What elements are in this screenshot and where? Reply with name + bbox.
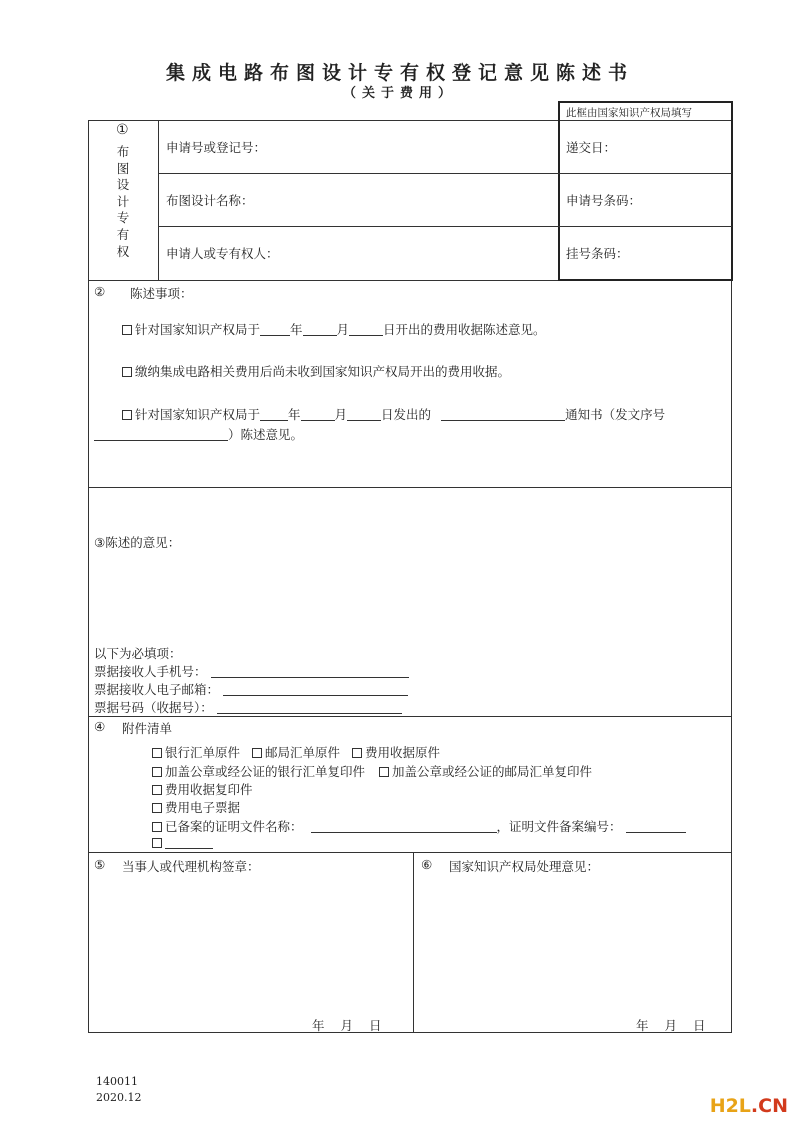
- office-box-header: 此框由国家知识产权局填写: [566, 107, 692, 119]
- filed-cert-checkbox[interactable]: [152, 822, 162, 832]
- submit-date-label: 递交日：: [566, 140, 617, 155]
- section6-title: 国家知识产权局处理意见：: [449, 859, 600, 874]
- section2-option-3: 针对国家知识产权局于 年 月 日发出的 通知书（发文序号: [122, 405, 665, 423]
- section1-row-divider-1: [158, 173, 558, 174]
- attachment-row-5: 已备案的证明文件名称： ，证明文件备案编号：: [152, 817, 686, 835]
- section2-title: 陈述事项：: [130, 286, 193, 301]
- section2-number: ②: [94, 284, 106, 299]
- cert-number-field[interactable]: [626, 820, 686, 833]
- section2-option-3-cont: ）陈述意见。: [94, 425, 303, 443]
- section1-label-char: 计: [116, 193, 130, 209]
- section5-number: ⑤: [94, 857, 106, 872]
- section5-6-divider: [413, 852, 414, 1032]
- section5-date: 年 月 日: [312, 1018, 382, 1033]
- form-code: 140011: [96, 1075, 138, 1088]
- option2-checkbox[interactable]: [122, 367, 132, 377]
- section1-label-char: 设: [116, 177, 130, 193]
- section2-bottom-line: [88, 487, 732, 488]
- site-watermark: H2L.CN: [709, 1095, 788, 1117]
- section1-label-char: 布: [116, 144, 130, 159]
- form-subtitle: （关于费用）: [342, 86, 457, 101]
- postal-copy-checkbox[interactable]: [379, 767, 389, 777]
- attachment-row-2: 加盖公章或经公证的银行汇单复印件 加盖公章或经公证的邮局汇单复印件: [152, 762, 592, 780]
- phone-row: 票据接收人手机号：: [94, 662, 409, 680]
- section1-label-char: 专: [116, 210, 130, 226]
- attachment-row-6: [152, 835, 213, 850]
- opt3-month-field[interactable]: [301, 408, 335, 421]
- email-row: 票据接收人电子邮箱：: [94, 680, 408, 698]
- email-field[interactable]: [223, 683, 408, 696]
- attachment-row-4: 费用电子票据: [152, 798, 240, 816]
- receipt-copy-checkbox[interactable]: [152, 785, 162, 795]
- other-field[interactable]: [165, 836, 213, 849]
- section1-row-divider-2: [158, 226, 558, 227]
- section1-vertical-label: [112, 144, 134, 260]
- section3-title: ③陈述的意见：: [94, 535, 181, 550]
- postal-original-checkbox[interactable]: [252, 748, 262, 758]
- other-checkbox[interactable]: [152, 838, 162, 848]
- section2-option-1: 针对国家知识产权局于 年 月 日开出的费用收据陈述意见。: [122, 320, 546, 338]
- opt1-year-field[interactable]: [260, 323, 290, 336]
- opt3-year-field[interactable]: [260, 408, 288, 421]
- frame-left-line: [88, 120, 89, 1032]
- form-version-date: 2020.12: [96, 1091, 142, 1104]
- section1-label-char: 图: [116, 160, 130, 176]
- e-invoice-checkbox[interactable]: [152, 803, 162, 813]
- office-box-divider-2: [558, 226, 732, 227]
- opt1-day-field[interactable]: [349, 323, 383, 336]
- office-box-divider-1: [558, 173, 732, 174]
- option1-checkbox[interactable]: [122, 325, 132, 335]
- required-note: 以下为必填项：: [94, 646, 182, 661]
- attachment-row-3: 费用收据复印件: [152, 780, 253, 798]
- option3-checkbox[interactable]: [122, 410, 132, 420]
- opt3-notice-field[interactable]: [441, 408, 565, 421]
- section2-option-2: 缴纳集成电路相关费用后尚未收到国家知识产权局开出的费用收据。: [122, 362, 510, 380]
- section6-date: 年 月 日: [636, 1018, 706, 1033]
- receipt-row: 票据号码（收据号）：: [94, 698, 402, 716]
- section1-label-divider: [158, 120, 159, 280]
- applicant-label: 申请人或专有权人：: [166, 246, 279, 261]
- reg-barcode-label: 挂号条码：: [566, 246, 629, 261]
- section5-title: 当事人或代理机构签章：: [122, 859, 260, 874]
- app-number-label: 申请号或登记号：: [166, 140, 267, 155]
- section4-number: ④: [94, 719, 106, 734]
- section1-label-char: 权: [116, 243, 130, 259]
- app-barcode-label: 申请号条码：: [566, 193, 642, 208]
- section3-bottom-line: [88, 716, 732, 717]
- bank-original-checkbox[interactable]: [152, 748, 162, 758]
- bank-copy-checkbox[interactable]: [152, 767, 162, 777]
- section1-label-char: 有: [116, 226, 130, 242]
- opt3-serial-field[interactable]: [94, 428, 228, 441]
- section4-bottom-line: [88, 852, 732, 853]
- cert-name-field[interactable]: [311, 820, 497, 833]
- opt3-day-field[interactable]: [347, 408, 381, 421]
- design-name-label: 布图设计名称：: [166, 193, 254, 208]
- section1-number: ①: [116, 122, 129, 138]
- form-title: 集成电路布图设计专有权登记意见陈述书: [165, 62, 634, 84]
- opt1-month-field[interactable]: [303, 323, 337, 336]
- receipt-original-checkbox[interactable]: [352, 748, 362, 758]
- section6-number: ⑥: [421, 857, 433, 872]
- receipt-field[interactable]: [217, 701, 402, 714]
- attachment-row-1: 银行汇单原件 邮局汇单原件 费用收据原件: [152, 743, 440, 761]
- section4-title: 附件清单: [122, 721, 173, 736]
- phone-field[interactable]: [211, 665, 409, 678]
